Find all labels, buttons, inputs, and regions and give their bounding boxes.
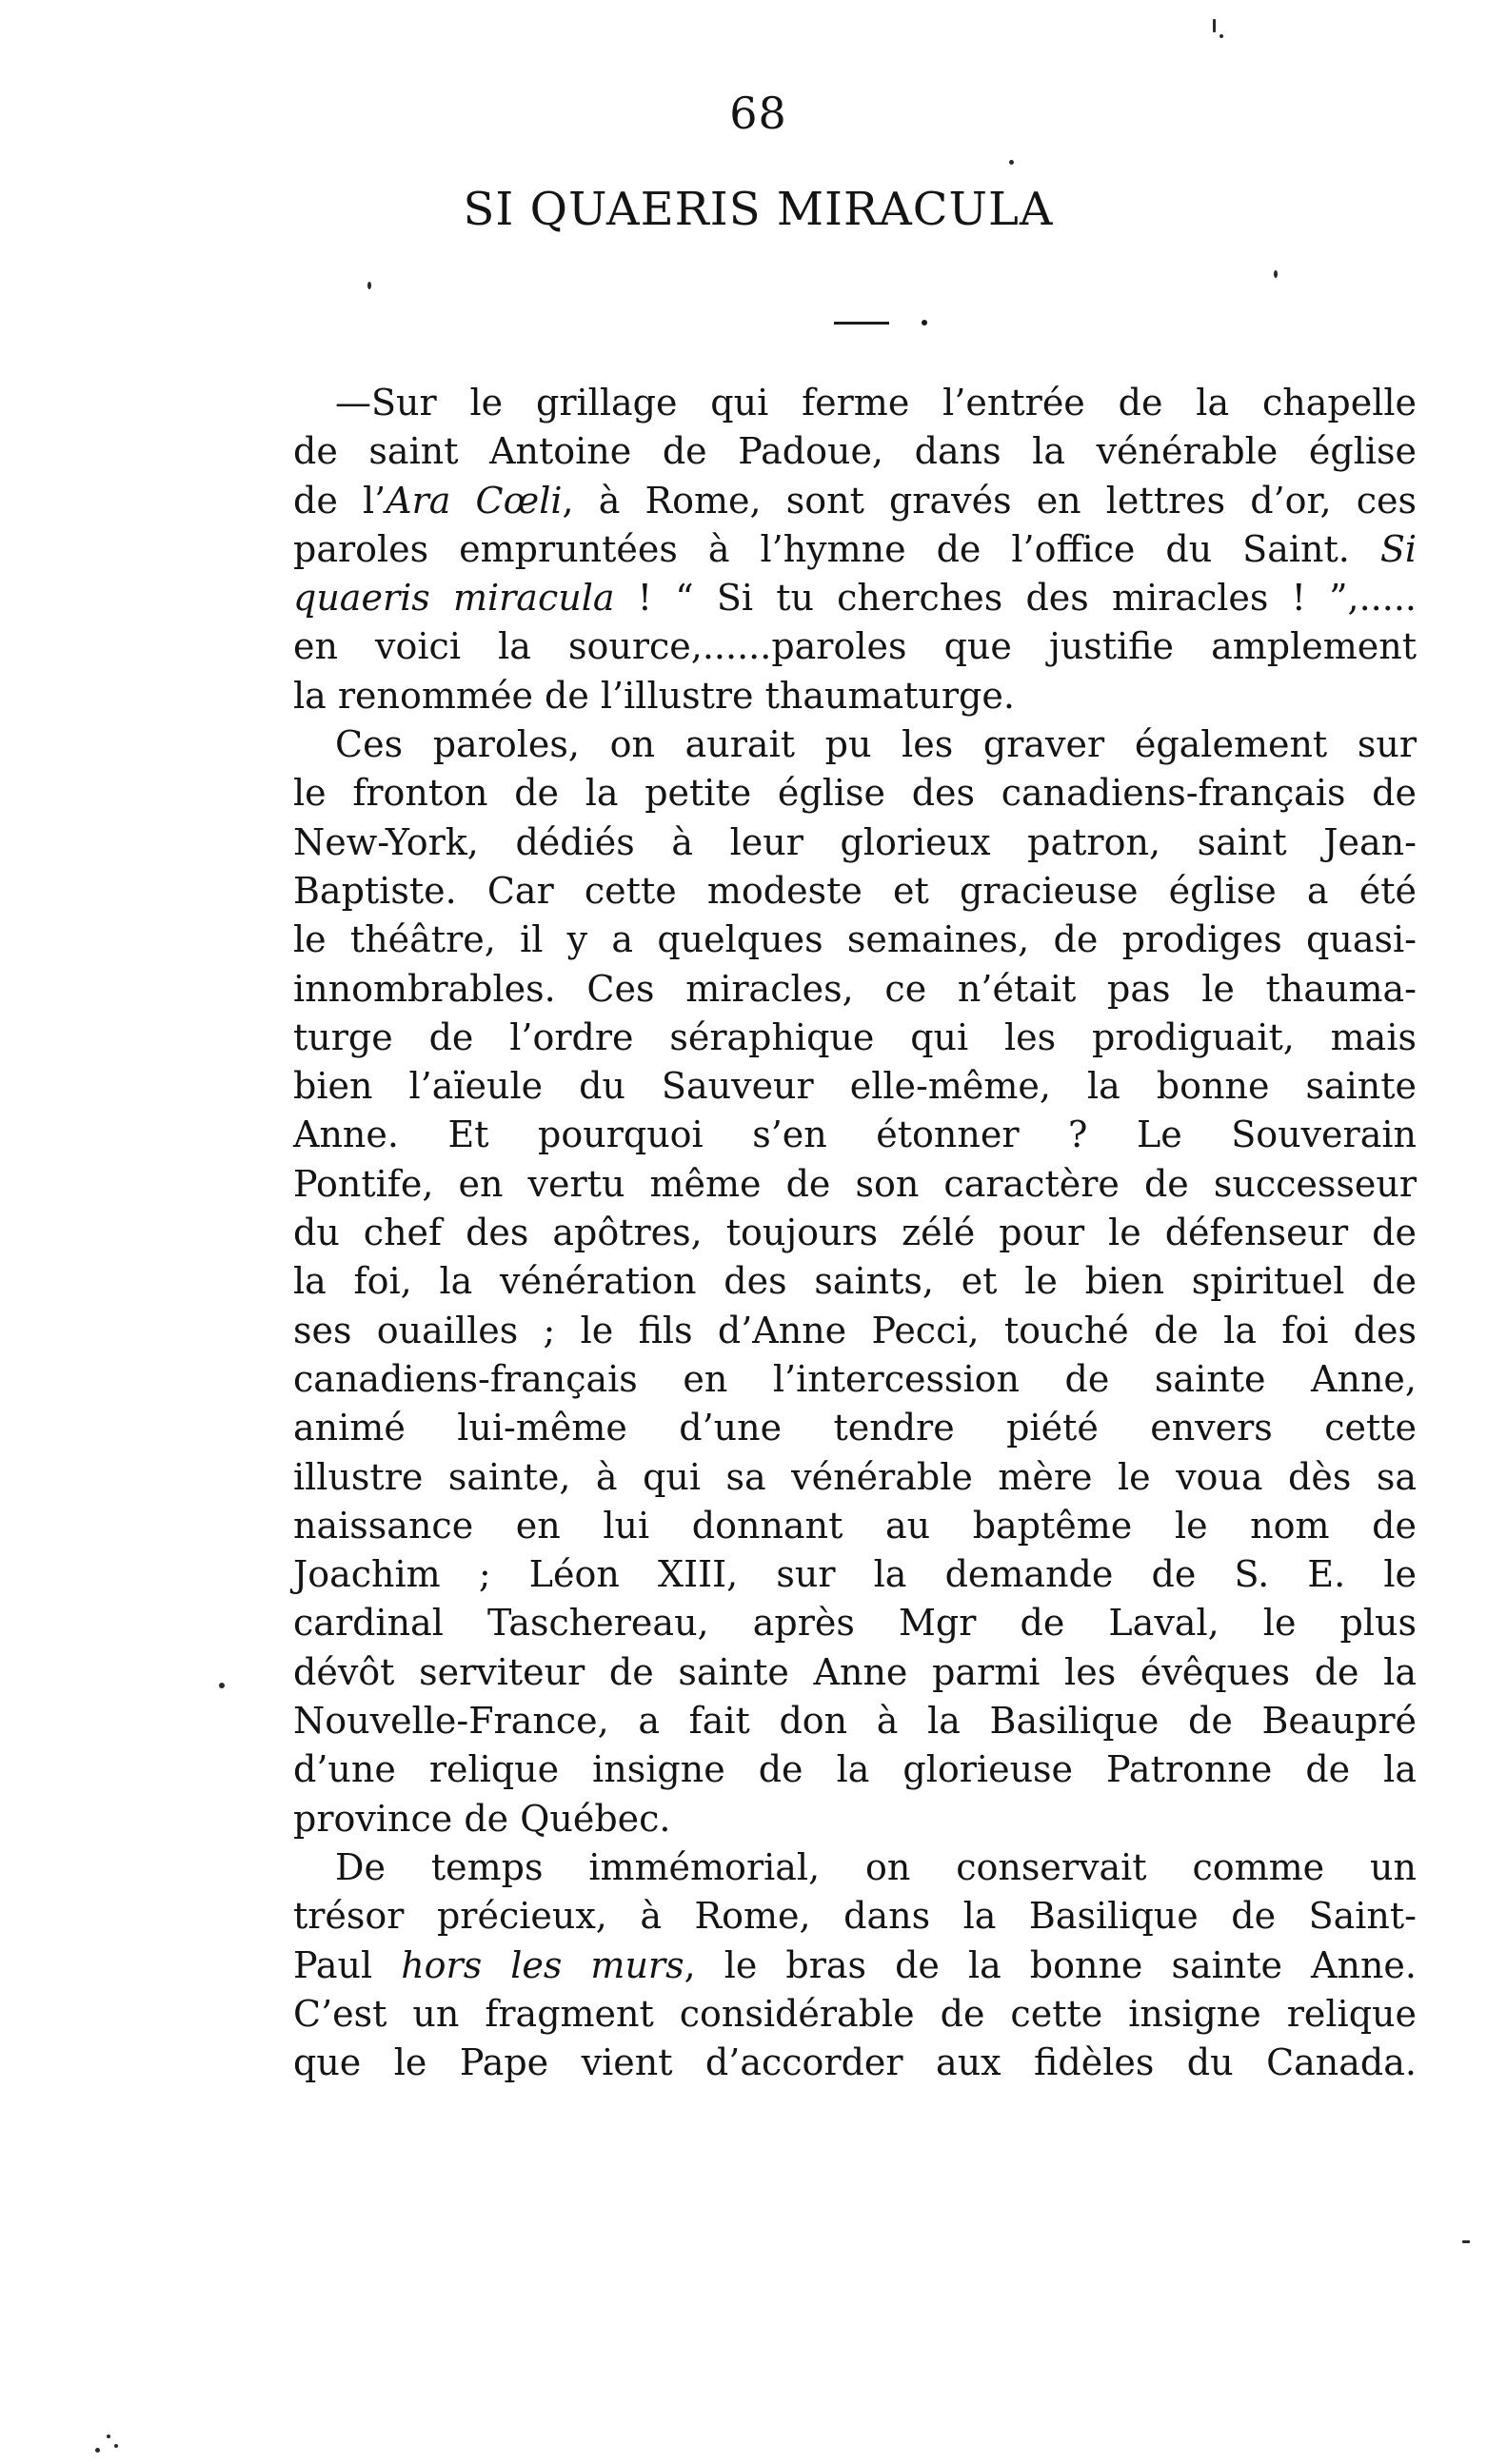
- scan-speck: [219, 1683, 225, 1688]
- text-line: du chef des apôtres, toujours zélé pour le défenseur de: [293, 1212, 1417, 1254]
- scan-speck: [1213, 19, 1216, 32]
- text-line: [293, 1942, 1417, 1990]
- text-line: cardinal Taschereau, après Mgr de Laval, le plus: [293, 1602, 1417, 1645]
- text-line: C’est un fragment considérable de cette insigne relique: [293, 1992, 1417, 2035]
- text-line: le fronton de la petite église des canadiens-français de: [293, 772, 1417, 815]
- text-line: Pontife, en vertu même de son caractère de successeur: [293, 1162, 1417, 1205]
- body-text: [293, 379, 1417, 2087]
- text-line: de saint Antoine de Padoue, dans la vénérable église: [293, 430, 1417, 473]
- text-run: Paul: [293, 1943, 402, 1986]
- text-line: trésor précieux, à Rome, dans la Basilique de Saint-: [293, 1895, 1417, 1938]
- text-line: [293, 574, 1417, 622]
- text-line: que le Pape vient d’accorder aux fidèles du Canada.: [293, 2041, 1417, 2084]
- text-line: bien l’aïeule du Sauveur elle-même, la bonne sainte: [293, 1065, 1417, 1108]
- italic-text: hors les murs: [401, 1943, 684, 1986]
- scan-speck: [1274, 270, 1278, 278]
- scan-speck: [367, 282, 371, 289]
- text-line: d’une relique insigne de la glorieuse Patronne de la: [293, 1748, 1417, 1791]
- page-number: 68: [729, 88, 787, 139]
- scan-speck: [1462, 2240, 1470, 2243]
- text-line: Joachim ; Léon XIII, sur la demande de S. E. le: [293, 1553, 1417, 1596]
- scan-speck: [114, 2444, 118, 2448]
- text-run: , à Rome, sont gravés en lettres d’or, ces: [562, 479, 1417, 522]
- text-line: animé lui-même d’une tendre piété envers cette: [293, 1407, 1417, 1449]
- text-line: ses ouailles ; le fils d’Anne Pecci, touché de la foi des: [293, 1309, 1417, 1351]
- scan-speck: [107, 2434, 110, 2438]
- text-line: Nouvelle-France, a fait don à la Basilique de Beaupré: [293, 1700, 1417, 1743]
- text-line: la renommée de l’illustre thaumaturge.: [293, 674, 1015, 717]
- scan-speck: [95, 2448, 100, 2453]
- text-line: le théâtre, il y a quelques semaines, de prodiges quasi-: [293, 918, 1417, 961]
- text-line: turge de l’ordre séraphique qui les prodiguait, mais: [293, 1015, 1417, 1058]
- text-line: Ces paroles, on aurait pu les graver également sur: [335, 723, 1417, 766]
- text-line: naissance en lui donnant au baptême le nom de: [293, 1504, 1417, 1547]
- text-run: , le bras de la bonne sainte Anne.: [684, 1943, 1417, 1986]
- text-line: Baptiste. Car cette modeste et gracieuse église a été: [293, 869, 1417, 912]
- text-line: —Sur le grillage qui ferme l’entrée de la chapelle: [335, 382, 1417, 424]
- text-line: canadiens-français en l’intercession de sainte Anne,: [293, 1357, 1417, 1400]
- text-line: dévôt serviteur de sainte Anne parmi les évêques de la: [293, 1650, 1417, 1693]
- text-line: province de Québec.: [293, 1797, 671, 1840]
- text-line: en voici la source,......paroles que justifie amplement: [293, 625, 1417, 668]
- italic-text: Ara Cœli: [386, 479, 563, 522]
- section-dash: [834, 322, 889, 325]
- italic-text: Si: [1379, 527, 1417, 570]
- text-run: de l’: [293, 479, 387, 522]
- text-line: [293, 525, 1417, 574]
- text-run: paroles empruntées à l’hymne de l’office du Saint.: [293, 527, 1380, 570]
- text-run: ! “ Si tu cherches des miracles ! ”,.....: [614, 577, 1417, 620]
- scan-speck: [1219, 34, 1223, 38]
- section-dot: [922, 320, 927, 325]
- text-line: [293, 477, 1417, 525]
- text-line: De temps immémorial, on conservait comme un: [335, 1845, 1417, 1888]
- text-line: Anne. Et pourquoi s’en étonner ? Le Souverain: [293, 1114, 1417, 1156]
- text-line: innombrables. Ces miracles, ce n’était pas le thauma-: [293, 967, 1417, 1010]
- running-head: SI QUAERIS MIRACULA: [463, 183, 1054, 236]
- text-line: illustre sainte, à qui sa vénérable mère le voua dès sa: [293, 1455, 1417, 1498]
- italic-text: quaeris miracula: [293, 577, 615, 620]
- text-line: New-York, dédiés à leur glorieux patron, saint Jean-: [293, 820, 1417, 863]
- scan-speck: [1009, 160, 1014, 165]
- text-line: la foi, la vénération des saints, et le bien spirituel de: [293, 1260, 1417, 1303]
